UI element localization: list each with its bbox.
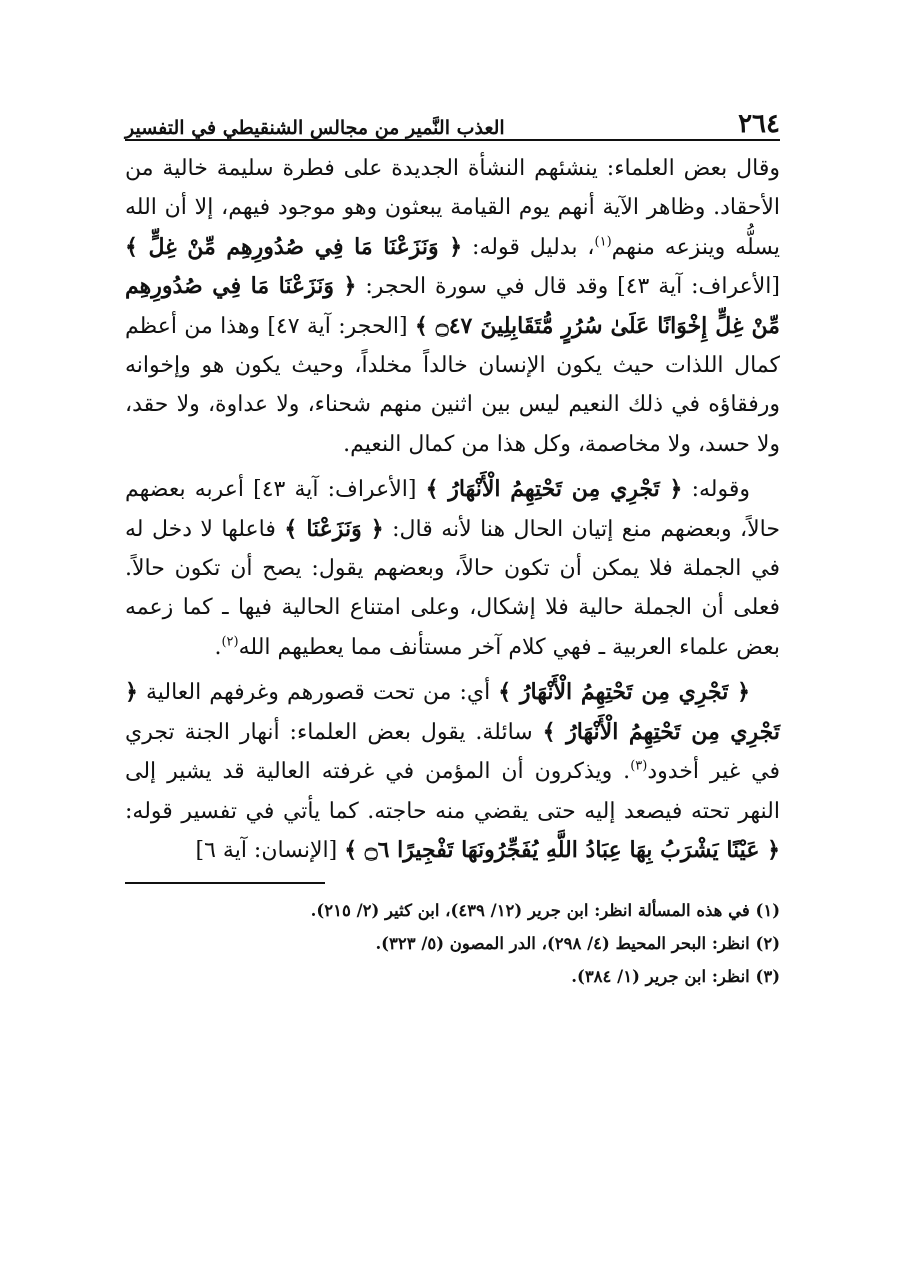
- main-text: [125, 149, 780, 870]
- running-header: [125, 95, 780, 141]
- text-run: .: [214, 634, 222, 660]
- footnote-ref-2: (٢): [221, 634, 239, 650]
- quran-quote: ﴿ تَجْرِي مِن تَحْتِهِمُ الْأَنْهَارُ ﴾: [498, 679, 750, 706]
- footnote-2: (٢) انظر: البحر المحيط (٤/ ٢٩٨)، الدر المصون (٥/ ٣٢٣).: [375, 934, 780, 954]
- text-run: ، بدليل قوله:: [462, 234, 595, 260]
- text-run: [الحجر: آية ٤٧] وهذا من أعظم كمال اللذات حيث يكون الإنسان خالداً مخلداً، وحيث يكون هو وإخوانه ورفقاؤه في ذلك النعيم ليس بين اثنين منهم شحناء، ولا عداوة، ولا حقد، ولا حسد، ولا مخاصمة، وكل هذا من كمال النعيم.: [125, 313, 780, 457]
- text-run: فاعلها لا دخل له في الجملة فلا يمكن أن تكون حالاً، وبعضهم يقول: يصح أن تكون حالاً. فعلى أن الجملة حالية فلا إشكال، وعلى امتناع الحالية فيها ـ كما زعمه بعض علماء العربية ـ فهي كلام آخر مستأنف مما يعطيهم الله: [125, 516, 780, 660]
- text-run: أي: من تحت قصورهم وغرفهم العالية: [137, 680, 499, 706]
- page-number: ٢٦٤: [738, 109, 780, 139]
- quran-quote: ﴿ عَيْنًا يَشْرَبُ بِهَا عِبَادُ اللَّهِ يُفَجِّرُونَهَا تَفْجِيرًا ۝٦ ﴾: [344, 836, 780, 863]
- paragraph-1: [125, 149, 780, 464]
- quran-quote: ﴿ وَنَزَعْنَا مَا فِي صُدُورِهِم مِّنْ غِلٍّ إِخْوَانًا عَلَىٰ سُرُرٍ مُّتَقَابِلِينَ ۝٤٧ ﴾: [125, 273, 780, 339]
- quran-quote: ﴿ تَجْرِي مِن تَحْتِهِمُ الْأَنْهَارُ ﴾: [125, 679, 780, 745]
- footnote-ref-1: (١): [594, 234, 612, 250]
- text-run: [الأعراف: آية ٤٣] أعربه بعضهم حالاً، وبعضهم منع إتيان الحال هنا لأنه قال:: [125, 477, 780, 542]
- text-run: سائلة. يقول بعض العلماء: أنهار الجنة تجري في غير أخدود: [125, 719, 780, 785]
- text-run: وقال بعض العلماء: ينشئهم النشأة الجديدة على فطرة سليمة خالية من الأحقاد. وظاهر الآية أنهم يوم القيامة يبعثون وهو موجود فيهم، إلا أن الله يسلُّه وينزعه منهم: [125, 156, 781, 260]
- footnotes: [125, 894, 780, 993]
- footnote-divider: [125, 882, 325, 884]
- text-run: [الأعراف: آية ٤٣] وقد قال في سورة الحجر:: [356, 274, 780, 300]
- quran-quote: ﴿ وَنَزَعْنَا مَا فِي صُدُورِهِم مِّنْ غِلٍّ ﴾: [125, 233, 463, 260]
- paragraph-2: [125, 470, 780, 667]
- footnote-1: (١) في هذه المسألة انظر: ابن جرير (١٢/ ٤٣٩)، ابن كثير (٢/ ٢١٥).: [310, 901, 780, 921]
- book-page: [125, 95, 780, 993]
- text-run: وقوله:: [682, 477, 750, 503]
- text-run: . ويذكرون أن المؤمن في غرفته العالية قد يشير إلى النهر تحته فيصعد إليه حتى يقضي منه حاجته. كما يأتي في تفسير قوله:: [125, 759, 780, 824]
- paragraph-3: [125, 673, 780, 870]
- footnote-ref-3: (٣): [630, 758, 648, 774]
- footnote-3: (٣) انظر: ابن جرير (١/ ٣٨٤).: [571, 967, 780, 987]
- book-title: العذب النَّمير من مجالس الشنقيطي في التفسير: [125, 117, 505, 139]
- quran-quote: ﴿ تَجْرِي مِن تَحْتِهِمُ الْأَنْهَارُ ﴾: [425, 476, 683, 503]
- text-run: [الإنسان: آية ٦]: [195, 837, 345, 863]
- quran-quote: ﴿ وَنَزَعْنَا ﴾: [284, 515, 384, 542]
